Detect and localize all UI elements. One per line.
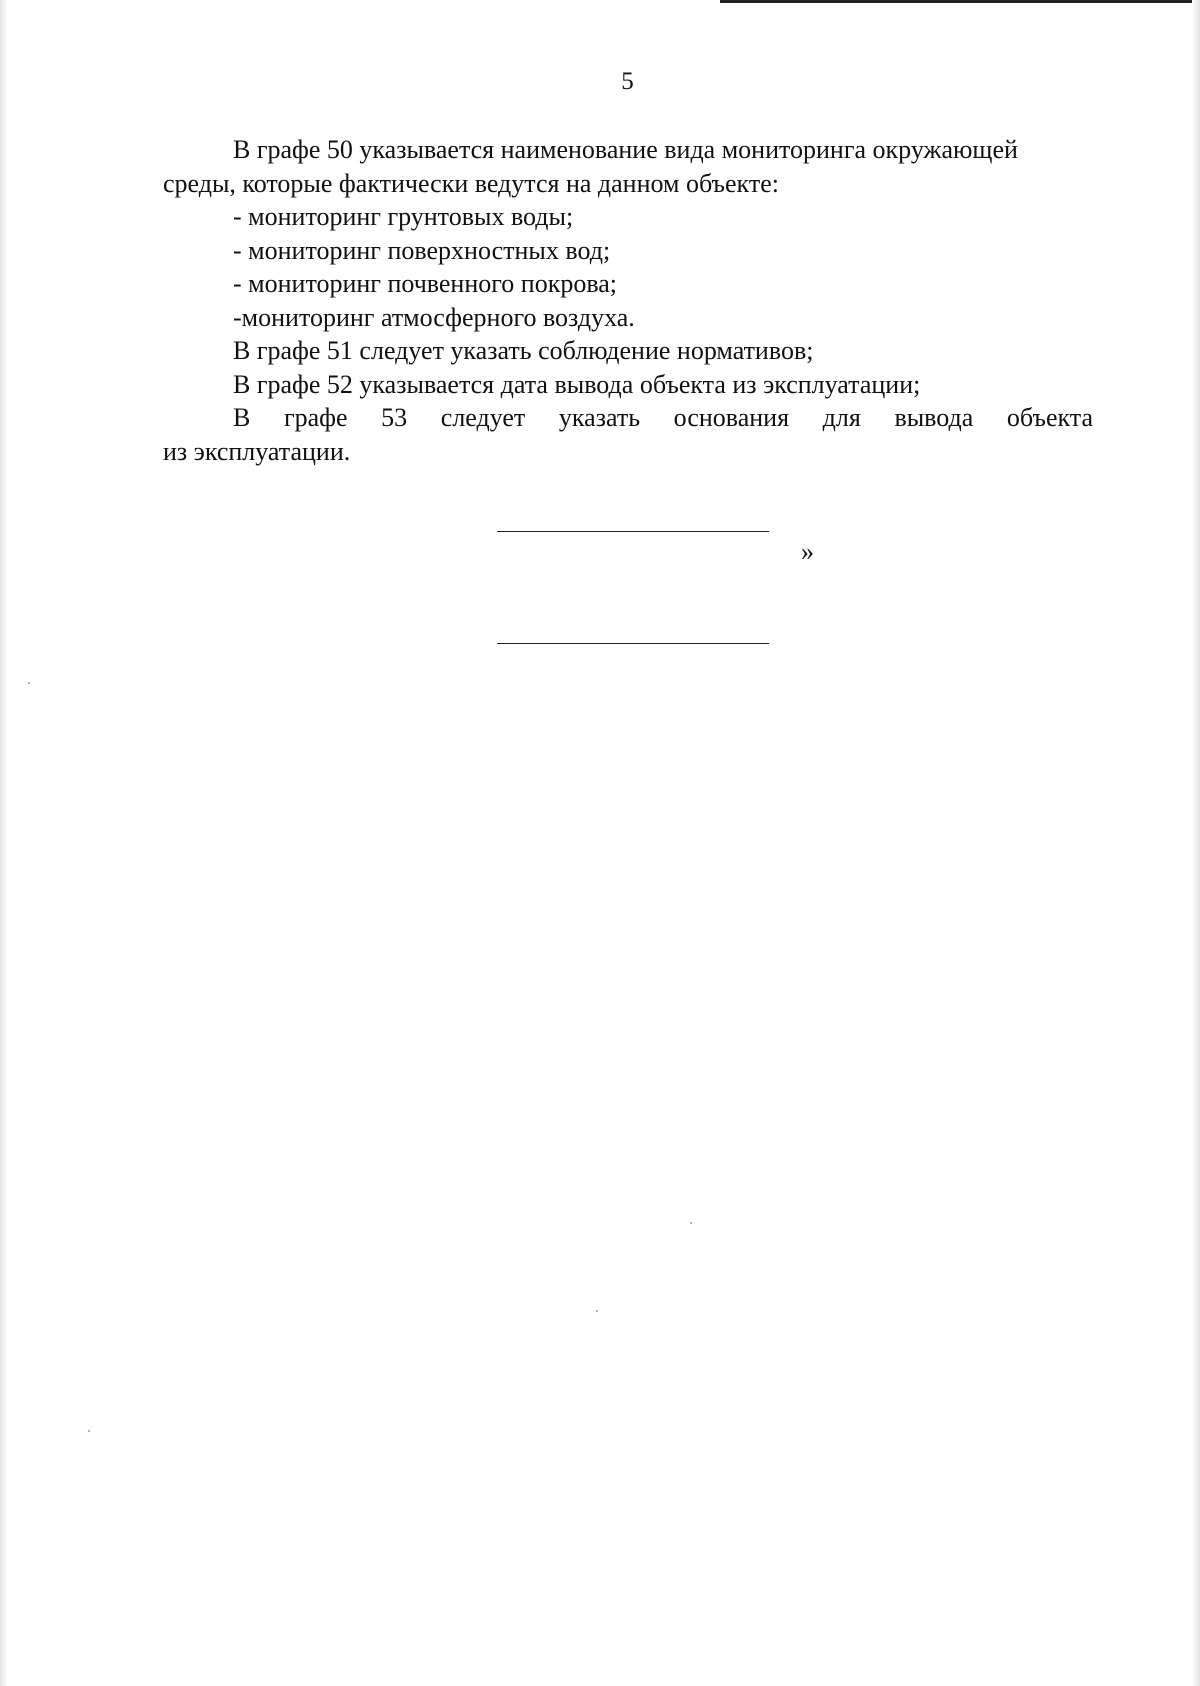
signature-line-top bbox=[497, 531, 769, 532]
signature-line-bottom bbox=[497, 643, 769, 644]
paragraph-graph-50: В графе 50 указывается наименование вида мониторинга окружающей bbox=[233, 135, 1018, 164]
scan-edge-right bbox=[1192, 0, 1200, 1686]
scan-speck bbox=[88, 1430, 90, 1432]
paragraph-graph-53: В графе 53 следует указать основания для вывода объекта bbox=[233, 403, 1093, 432]
scan-speck bbox=[28, 682, 30, 684]
scan-edge-left bbox=[0, 0, 8, 1686]
scan-speck bbox=[596, 1310, 598, 1312]
list-item: - мониторинг грунтовых воды; bbox=[233, 202, 574, 231]
list-item: -мониторинг атмосферного воздуха. bbox=[233, 302, 635, 332]
scan-speck bbox=[690, 1222, 692, 1224]
page-number: 5 bbox=[621, 68, 634, 95]
paragraph-graph-52: В графе 52 указывается дата вывода объекта из эксплуатации; bbox=[233, 369, 921, 399]
list-item: - мониторинг поверхностных вод; bbox=[233, 235, 611, 265]
paragraph-graph-50-continuation: среды, которые фактически ведутся на данном объекте: bbox=[163, 168, 779, 198]
paragraph-graph-51: В графе 51 следует указать соблюдение нормативов; bbox=[233, 336, 814, 365]
paragraph-graph-53-continuation: из эксплуатации. bbox=[163, 436, 351, 466]
scan-top-rule bbox=[720, 0, 1200, 3]
list-item: - мониторинг почвенного покрова; bbox=[233, 269, 618, 298]
closing-quote-mark: » bbox=[801, 537, 814, 566]
document-body bbox=[163, 133, 1093, 468]
